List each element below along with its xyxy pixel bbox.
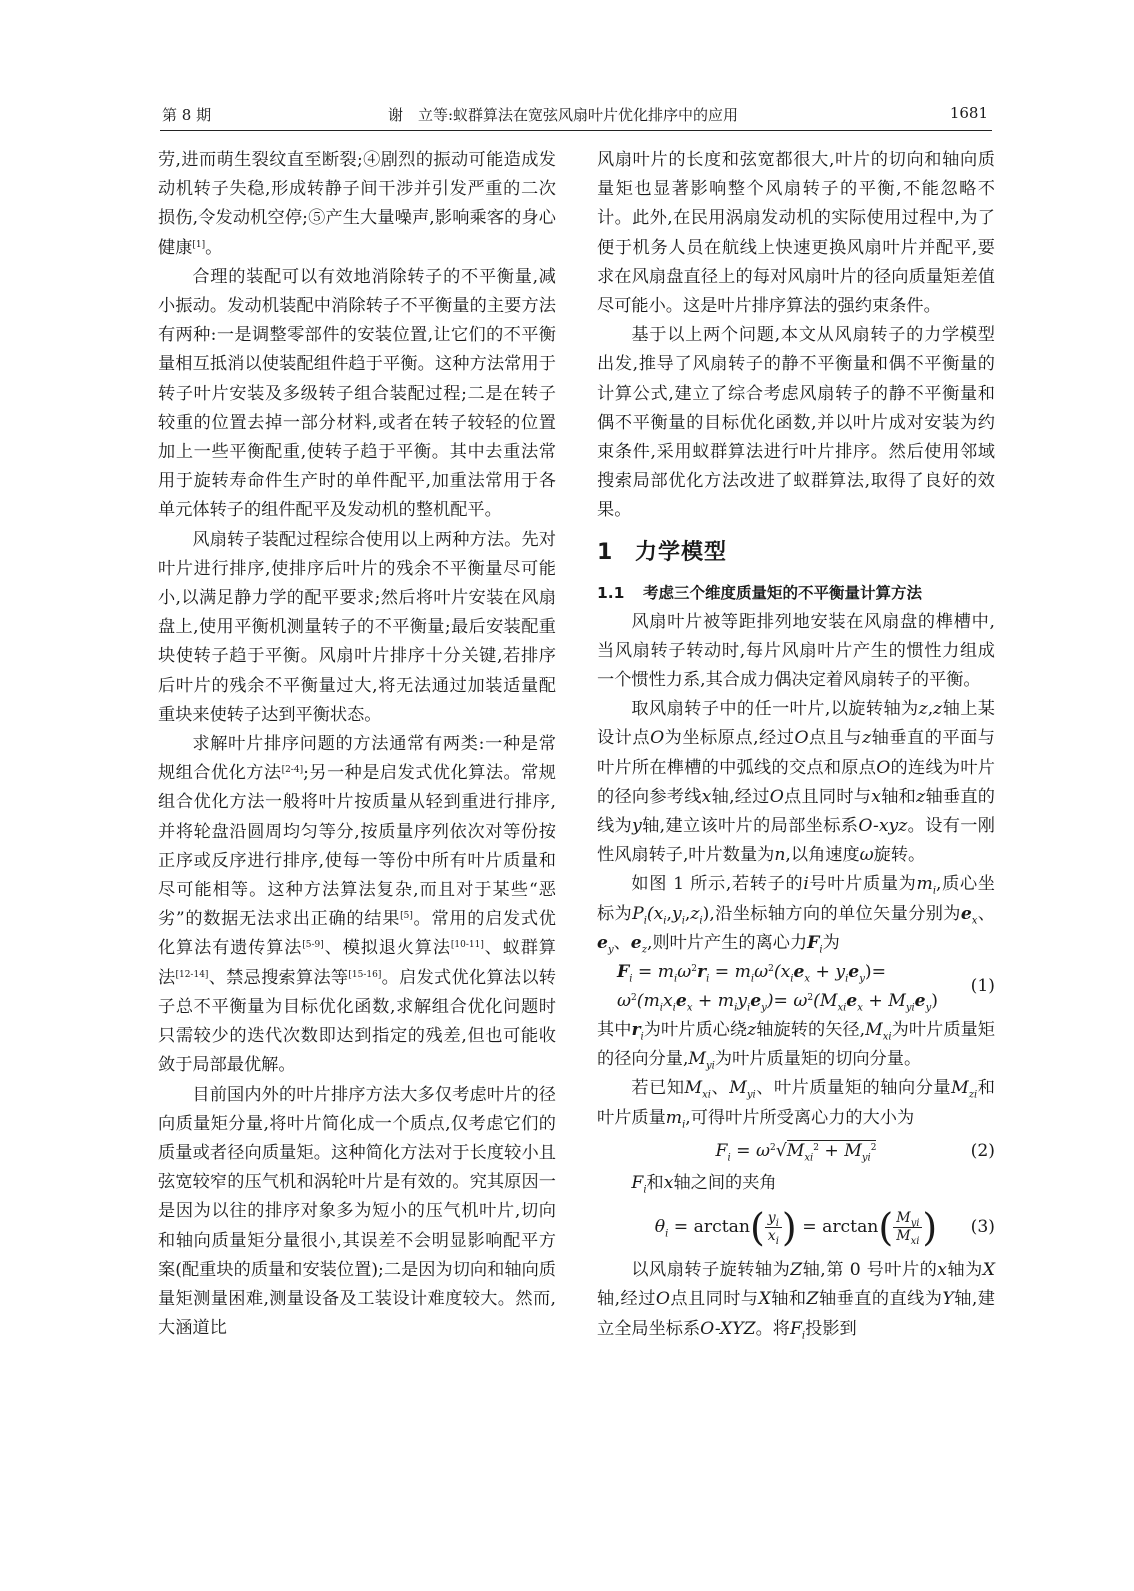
citation[interactable]: [12-14]	[175, 969, 209, 980]
equation-2: $F_i = \omega^2√M_{xi}^2 + M_{yi}^2$ (2)	[597, 1133, 995, 1169]
paragraph: 风扇叶片被等距排列地安装在风扇盘的榫槽中,当风扇转子转动时,每片风扇叶片产生的惯性力组成一个惯性力系,其合成力偶决定着风扇转子的平衡。	[597, 611, 995, 691]
equation-number: (3)	[970, 1217, 995, 1238]
right-column	[597, 146, 995, 1344]
subsection-heading: 1.1 考虑三个维度质量矩的不平衡量计算方法	[597, 583, 923, 602]
citation[interactable]: [5]	[400, 911, 413, 922]
paragraph: 其中$r_i$为叶片质心绕z轴旋转的矢径$,M_{xi}$为叶片质量矩的径向分量$,M_{yi}$为叶片质量矩的切向分量。	[597, 1020, 995, 1072]
paragraph: 基于以上两个问题,本文从风扇转子的力学模型出发,推导了风扇转子的静不平衡量和偶不平衡量的计算公式,建立了综合考虑风扇转子的静不平衡量和偶不平衡量的目标优化函数,并以叶片成对安装为约束条件,采用蚁群算法进行叶片排序。然后使用邻域搜索局部优化方法改进了蚁群算法,取得了良好的效果。	[597, 325, 995, 521]
header-rule	[160, 130, 992, 131]
equation-number: (2)	[970, 1140, 995, 1161]
running-header	[160, 100, 990, 130]
paragraph: 如图 1 所示,若转子的i号叶片质量为$m_i$,质心坐标为$P_i(x_i,y_i,z_i)$,沿坐标轴方向的单位矢量分别为$e_x$、$e_y$、$e_z$,则叶片产生的离心力$F_i$为	[597, 874, 995, 956]
citation[interactable]: [5-9]	[302, 940, 324, 951]
running-title: 谢 立等:蚁群算法在宽弦风扇叶片优化排序中的应用	[388, 106, 739, 124]
citation[interactable]: [1]	[192, 239, 206, 250]
equation-3: $\theta_i = \arctan$( $\frac{y_i}{x_i}$ ) = arctan( $\frac{M_{yi}}{M_{xi}}$ ) (3)	[597, 1198, 995, 1256]
issue-number: 第 8 期	[162, 106, 212, 124]
paragraph: 若已知$M_{xi}$、$M_{yi}$、叶片质量矩的轴向分量$M_{zi}$和叶片质量$m_i$,可得叶片所受离心力的大小为	[597, 1078, 995, 1131]
citation[interactable]: [10-11]	[450, 940, 484, 951]
paragraph: 风扇转子装配过程综合使用以上两种方法。先对叶片进行排序,使排序后叶片的残余不平衡量尽可能小,以满足静力学的配平要求;然后将叶片安装在风扇盘上,使用平衡机测量转子的不平衡量;最后安装配重块使转子趋于平衡。风扇叶片排序十分关键,若排序后叶片的残余不平衡量过大,将无法通过加装适量配重块来使转子达到平衡状态。	[158, 529, 556, 725]
citation[interactable]: [2-4]	[281, 765, 304, 776]
paragraph: 取风扇转子中的任一叶片,以旋转轴为z,z轴上某设计点O为坐标原点,经过O点且与z轴垂直的平面与叶片所在榫槽的中弧线的交点和原点O的连线为叶片的径向参考线x轴,经过O点且同时与x轴和z轴垂直的线为y轴,建立该叶片的局部坐标系O-xyz。设有一刚性风扇转子,叶片数量为n,以角速度ω旋转。	[597, 699, 995, 866]
paragraph: 劳,进而萌生裂纹直至断裂;④剧烈的振动可能造成发动机转子失稳,形成转静子间干涉并引发严重的二次损伤,令发动机空停;⑤产生大量噪声,影响乘客的身心健康[1]。	[158, 150, 556, 258]
paragraph: $F_i$和x轴之间的夹角	[631, 1172, 777, 1196]
left-column	[158, 146, 556, 1343]
equation-1: $F_i = m_i\omega^2r_i = m_i\omega^2(x_ie_x + y_ie_y)=$ $\omega^2(m_ix_ie_x + m_iy_ie_y)= \omega^2(M_{xi}e_x + M_{yi}e_y)$ (1)	[617, 962, 995, 1014]
paragraph: 风扇叶片的长度和弦宽都很大,叶片的切向和轴向质量矩也显著影响整个风扇转子的平衡,不能忽略不计。此外,在民用涡扇发动机的实际使用过程中,为了便于机务人员在航线上快速更换风扇叶片并配平,要求在风扇盘直径上的每对风扇叶片的径向质量矩差值尽可能小。这是叶片排序算法的强约束条件。	[597, 150, 995, 317]
page-number: 1681	[949, 104, 988, 122]
citation[interactable]: [15-16]	[348, 969, 382, 980]
paragraph: 合理的装配可以有效地消除转子的不平衡量,减小振动。发动机装配中消除转子不平衡量的主要方法有两种:一是调整零部件的安装位置,让它们的不平衡量相互抵消以使装配组件趋于平衡。这种方法常用于转子叶片安装及多级转子组合装配过程;二是在转子较重的位置去掉一部分材料,或者在转子较轻的位置加上一些平衡配重,使转子趋于平衡。其中去重法常用于旋转寿命件生产时的单件配平,加重法常用于各单元体转子的组件配平及发动机的整机配平。	[158, 266, 556, 521]
equation-number: (1)	[970, 976, 995, 997]
section-heading: 1 力学模型	[597, 539, 728, 565]
paragraph: 目前国内外的叶片排序方法大多仅考虑叶片的径向质量矩分量,将叶片简化成一个质点,仅考虑它们的质量或者径向质量矩。这种简化方法对于长度较小且弦宽较窄的压气机和涡轮叶片是有效的。究其原因一是因为以往的排序对象多为短小的压气机叶片,切向和轴向质量矩分量很小,其误差不会明显影响配平方案(配重块的质量和安装位置);二是因为切向和轴向质量矩测量困难,测量设备及工装设计难度较大。然而,大涵道比	[158, 1084, 556, 1339]
paragraph: 以风扇转子旋转轴为Z轴,第 0 号叶片的x轴为X轴,经过O点且同时与X轴和Z轴垂直的直线为Y轴,建立全局坐标系O-XYZ。将$F_i$投影到	[597, 1260, 995, 1341]
paragraph: 求解叶片排序问题的方法通常有两类:一种是常规组合优化方法[2-4];另一种是启发式优化算法。常规组合优化方法一般将叶片按质量从轻到重进行排序,并将轮盘沿圆周均匀等分,按质量序列依次对等份按正序或反序进行排序,使每一等份中所有叶片质量和尽可能相等。这种方法算法复杂,而且对于某些“恶劣”的数据无法求出正确的结果[5]。常用的启发式优化算法有遗传算法[5-9]、模拟退火算法[10-11]、蚁群算法[12-14]、禁忌搜索算法等[15-16]。启发式优化算法以转子总不平衡量为目标优化函数,求解组合优化问题时只需较少的迭代次数即达到指定的残差,但也可能收敛于局部最优解。	[158, 734, 556, 1076]
